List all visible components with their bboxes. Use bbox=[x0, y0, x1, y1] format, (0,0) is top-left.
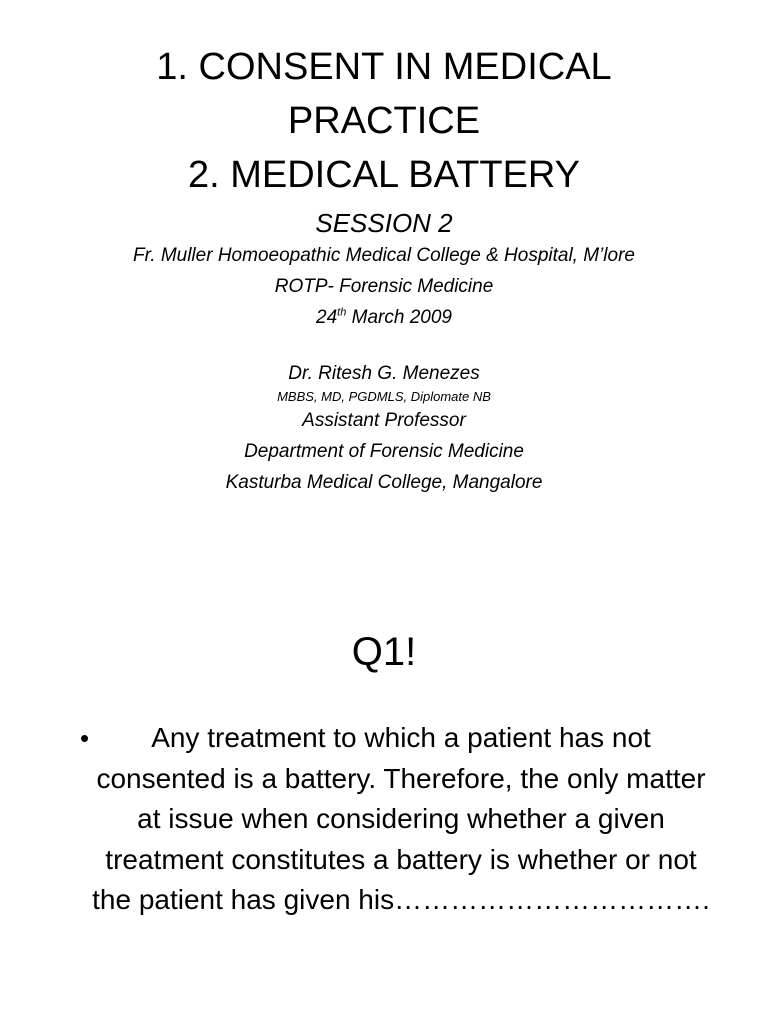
course-name: ROTP- Forensic Medicine bbox=[274, 276, 494, 297]
date-suffix: th bbox=[337, 306, 347, 319]
title-slide bbox=[0, 40, 768, 498]
presenter-department: Department of Forensic Medicine bbox=[244, 441, 524, 462]
presenter-institution: Kasturba Medical College, Mangalore bbox=[225, 472, 543, 493]
college-name: Fr. Muller Homoeopathic Medical College & Hospital, M’lore bbox=[133, 245, 635, 266]
session-label: SESSION 2 bbox=[315, 208, 453, 238]
question-text: Any treatment to which a patient has not consented is a battery. Therefore, the only matter at issue when considering whether a given treatment constitutes a battery is whether or not the patient has given his……………………………. bbox=[92, 722, 710, 915]
slide-title-line-1: 1. CONSENT IN MEDICAL bbox=[156, 46, 612, 88]
date-month-year: March 2009 bbox=[346, 307, 452, 328]
question-title: Q1! bbox=[351, 630, 417, 674]
presentation-date bbox=[0, 302, 768, 333]
date-day: 24 bbox=[316, 307, 338, 328]
slide-title-line-3: 2. MEDICAL BATTERY bbox=[187, 154, 581, 196]
question-bullet bbox=[80, 718, 710, 921]
presenter-position: Assistant Professor bbox=[302, 410, 466, 431]
slide-title-line-2: PRACTICE bbox=[287, 100, 481, 142]
presenter-name: Dr. Ritesh G. Menezes bbox=[288, 363, 480, 384]
bullet-icon: • bbox=[80, 723, 90, 753]
presenter-qualifications: MBBS, MD, PGDMLS, Diplomate NB bbox=[277, 389, 491, 404]
